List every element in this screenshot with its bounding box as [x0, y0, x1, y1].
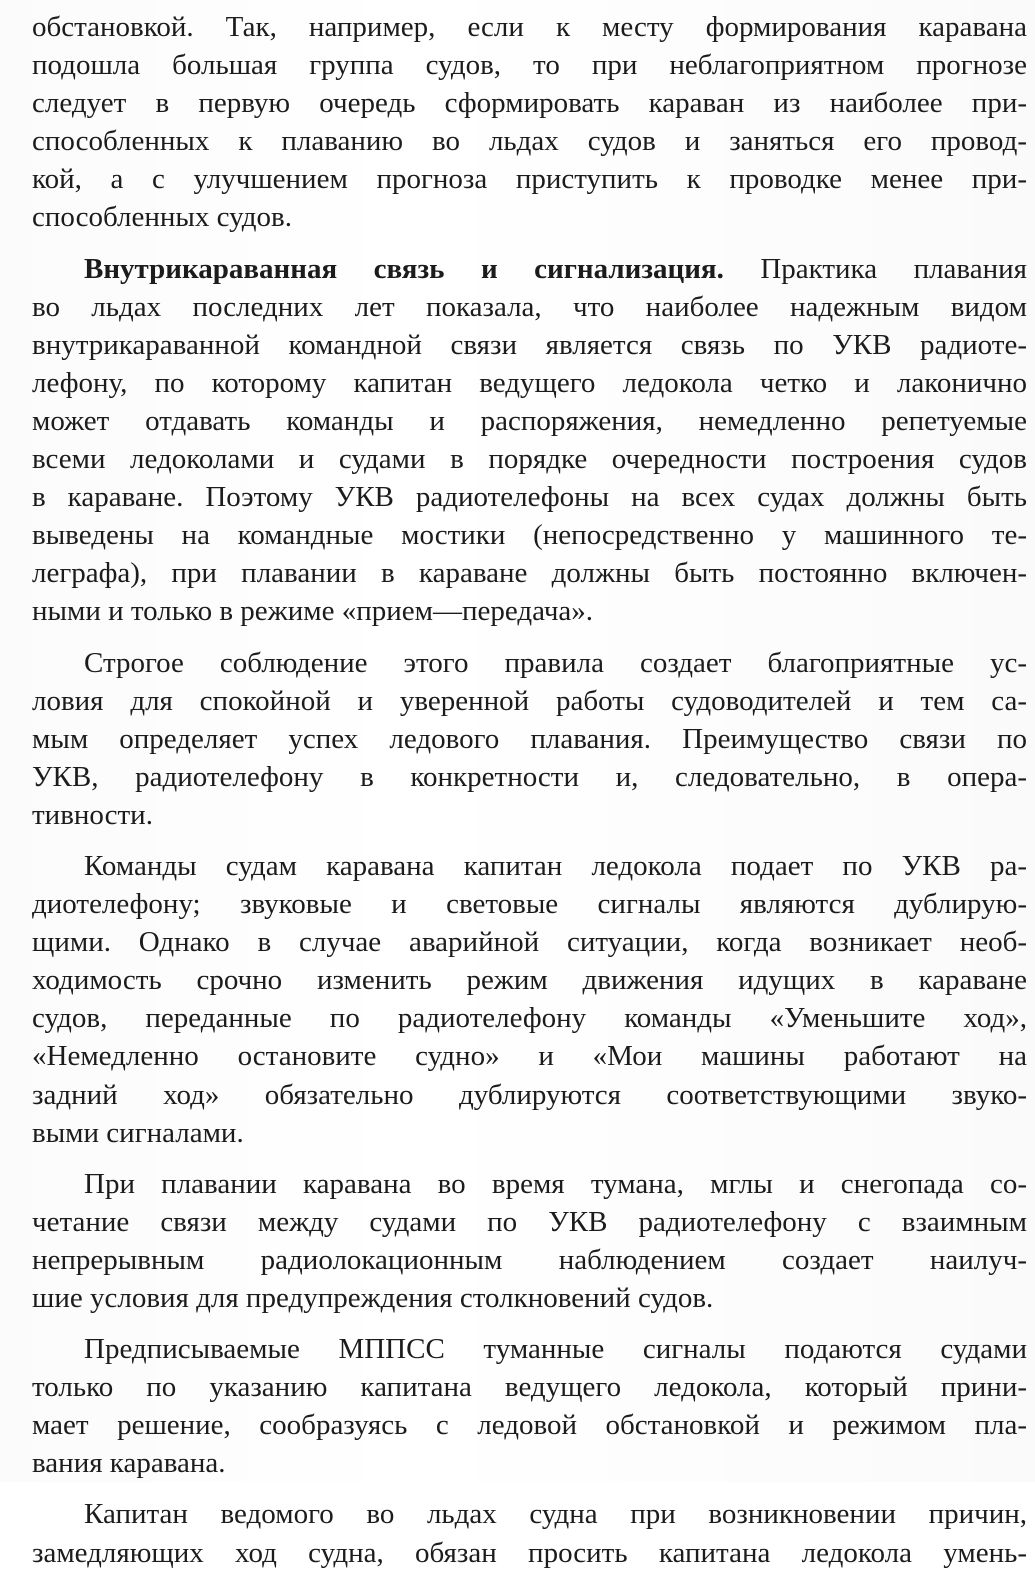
text-line: судов, переданные по радиотелефону команды «Уменьшите ход»,: [32, 1002, 1027, 1035]
text-line: во льдах последних лет показала, что наиболее надежным видом: [32, 290, 1027, 323]
paragraph-5: [32, 1165, 1027, 1317]
text-line: подошла большая группа судов, то при неблагоприятном прогнозе: [32, 49, 1027, 82]
text-line: тивности.: [32, 798, 153, 831]
text-line: выведены на командные мостики (непосредственно у машинного те-: [32, 519, 1027, 552]
text-line: лефону, по которому капитан ведущего ледокола четко и лаконично: [32, 366, 1027, 399]
paragraph-6: [32, 1330, 1027, 1482]
paragraph-3: [32, 644, 1027, 834]
text-line: кой, а с улучшением прогноза приступить к проводке менее при-: [32, 163, 1027, 196]
text-line: При плавании каравана во время тумана, мглы и снегопада со-: [84, 1167, 1027, 1200]
text-line: способленных судов.: [32, 201, 292, 234]
text-line: в караване. Поэтому УКВ радиотелефоны на всех судах должны быть: [32, 481, 1027, 514]
text-line: задний ход» обязательно дублируются соответствующими звуко-: [32, 1078, 1027, 1111]
paragraph-2: [32, 250, 1027, 631]
text-line: Строгое соблюдение этого правила создает благоприятные ус-: [84, 646, 1027, 679]
text-line: ловия для спокойной и уверенной работы судоводителей и тем са-: [32, 684, 1027, 717]
page-text: [32, 8, 1027, 1572]
text-line: [32, 250, 1027, 288]
paragraph-1: [32, 8, 1027, 237]
paragraph-4: [32, 847, 1027, 1152]
text-line: шие условия для предупреждения столкновений судов.: [32, 1282, 714, 1314]
section-heading: Внутрикараванная связь и сигнализация.: [84, 252, 724, 285]
paragraph-7: [32, 1495, 1027, 1571]
text-line: мает решение, сообразуясь с ледовой обстановкой и режимом пла-: [32, 1409, 1027, 1442]
text-line: четание связи между судами по УКВ радиотелефону с взаимным: [32, 1205, 1027, 1238]
text-line: вания каравана.: [32, 1447, 226, 1480]
text-line: диотелефону; звуковые и световые сигналы являются дублирую-: [32, 888, 1027, 921]
text-line: всеми ледоколами и судами в порядке очередности построения судов: [32, 443, 1027, 476]
text-line: Предписываемые МППСС туманные сигналы подаются судами: [84, 1333, 1027, 1366]
text-line: внутрикараванной командной связи является связь по УКВ радиоте-: [32, 328, 1027, 361]
text-line: способленных к плаванию во льдах судов и заняться его провод-: [32, 125, 1027, 158]
text-line: замедляющих ход судна, обязан просить капитана ледокола умень-: [32, 1536, 1027, 1569]
text-line: только по указанию капитана ведущего ледокола, который прини-: [32, 1371, 1027, 1404]
text-line: может отдавать команды и распоряжения, немедленно репетуемые: [32, 404, 1027, 437]
text-line: ходимость срочно изменить режим движения идущих в караване: [32, 964, 1027, 997]
heading-line-rest: Практика плавания: [723, 252, 1027, 285]
text-line: следует в первую очередь сформировать караван из наиболее при-: [32, 87, 1027, 120]
text-line: щими. Однако в случае аварийной ситуации, когда возникает необ-: [32, 926, 1027, 959]
text-line: непрерывным радиолокационным наблюдением создает наилуч-: [32, 1243, 1027, 1276]
text-line: обстановкой. Так, например, если к месту формирования каравана: [32, 11, 1027, 43]
text-line: УКВ, радиотелефону в конкретности и, следовательно, в опера-: [32, 760, 1027, 793]
text-line: ными и только в режиме «прием—передача».: [32, 595, 594, 628]
text-line: леграфа), при плавании в караване должны быть постоянно включен-: [32, 557, 1027, 590]
text-line: выми сигналами.: [32, 1116, 244, 1149]
text-line: мым определяет успех ледового плавания. Преимущество связи по: [32, 722, 1027, 755]
text-line: Команды судам каравана капитан ледокола подает по УКВ ра-: [84, 849, 1027, 882]
text-line: Капитан ведомого во льдах судна при возникновении причин,: [84, 1498, 1027, 1531]
text-line: «Немедленно остановите судно» и «Мои машины работают на: [32, 1040, 1027, 1073]
